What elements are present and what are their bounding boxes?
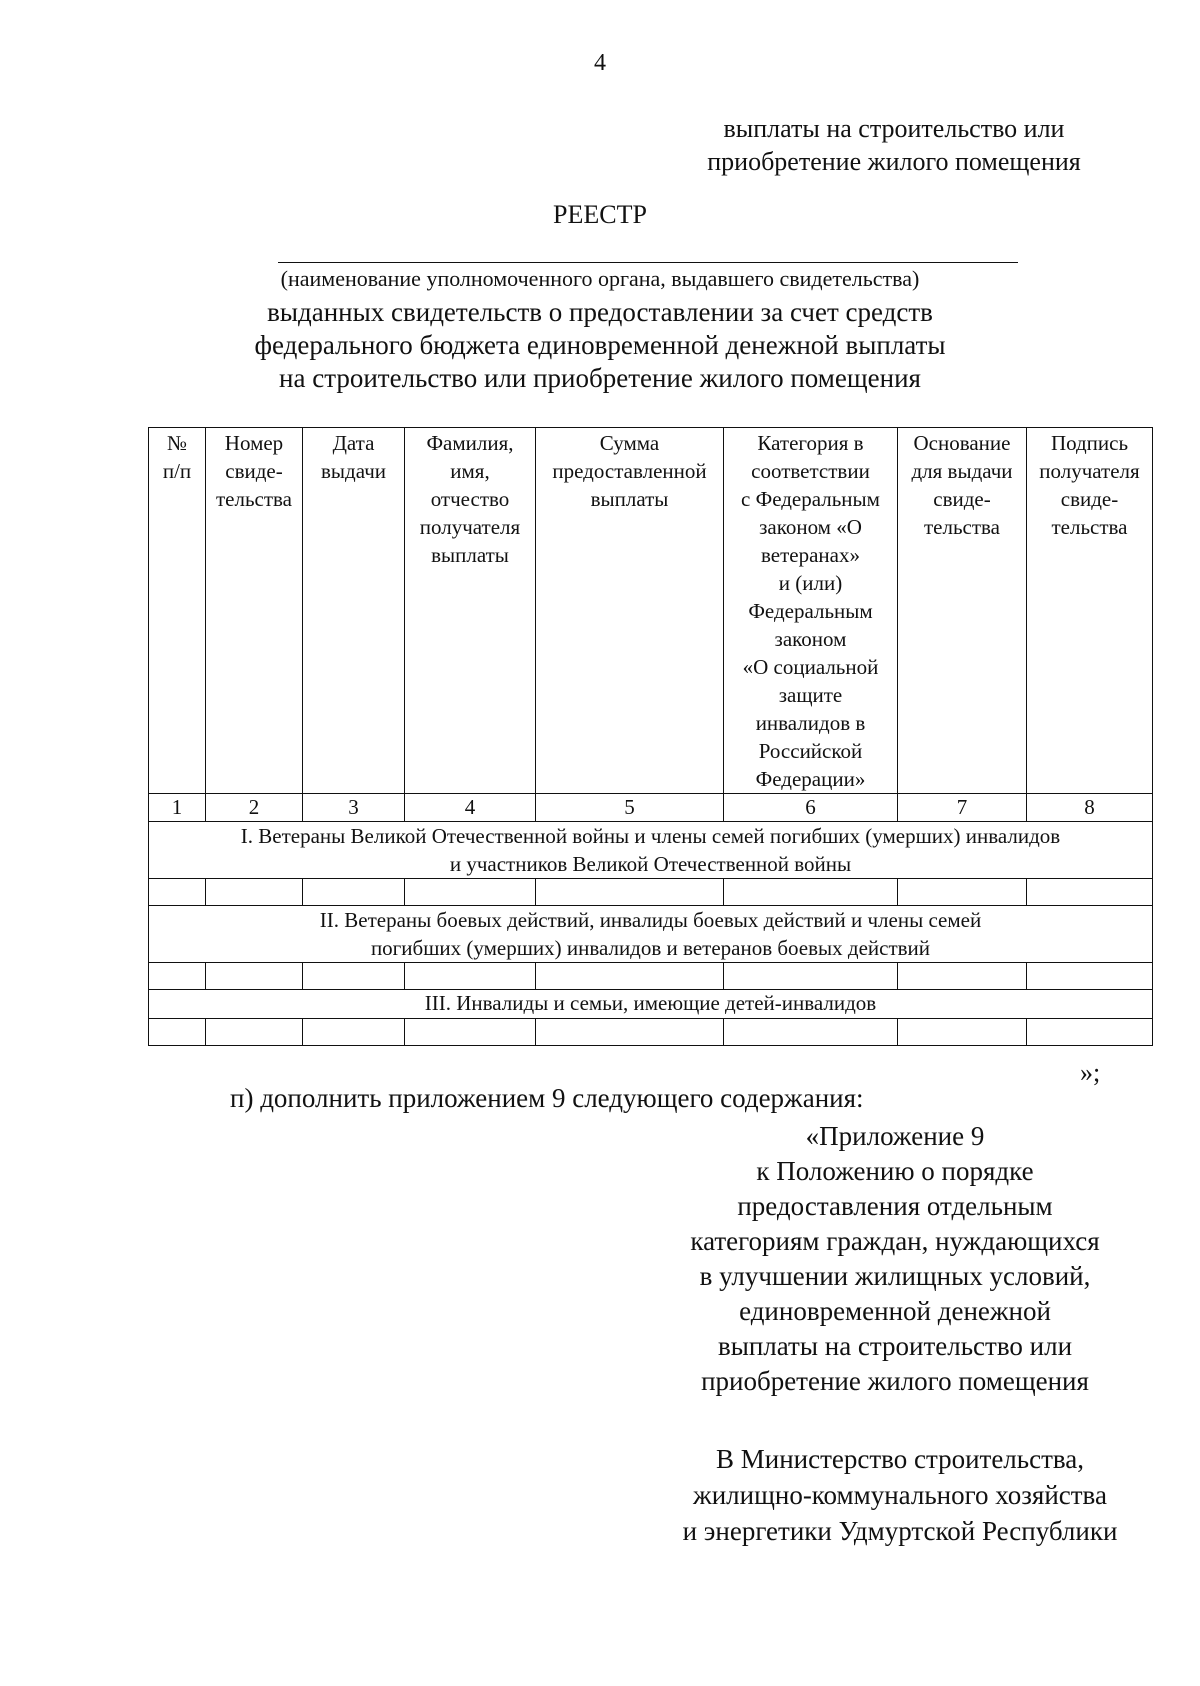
register-heading	[0, 296, 1200, 395]
column-number: 4	[405, 794, 536, 822]
header-cell-category: Категория в соответствии с Федеральным законом «О ветеранах» и (или) Федеральным законом «О социальной защите инвалидов в Российской Федерации»	[724, 428, 898, 794]
org-caption: (наименование уполномоченного органа, выдавшего свидетельства)	[280, 266, 920, 291]
header-cell-basis: Основание для выдачи свиде- тельства	[898, 428, 1027, 794]
column-number: 5	[536, 794, 724, 822]
heading-line: выданных свидетельств о предоставлении за счет средств	[267, 297, 933, 327]
appendix9-header	[660, 1119, 1130, 1399]
table-cell	[149, 1019, 206, 1046]
appendix9-line: единовременной денежной	[739, 1296, 1051, 1326]
table-cell	[303, 1019, 405, 1046]
header-cell-recipient-name: Фамилия, имя, отчество получателя выплаты	[405, 428, 536, 794]
table-cell	[724, 879, 898, 906]
table-cell	[405, 963, 536, 990]
table-cell	[1027, 963, 1153, 990]
appendix9-line: «Приложение 9	[805, 1121, 985, 1151]
table-cell	[206, 1019, 303, 1046]
table-cell	[724, 963, 898, 990]
table-cell	[303, 963, 405, 990]
header-row	[149, 428, 1153, 794]
appendix-tail-line: приобретение жилого помещения	[707, 147, 1081, 176]
table-row	[149, 1019, 1153, 1046]
header-cell-payment-amount: Сумма предоставленной выплаты	[536, 428, 724, 794]
table-cell	[536, 879, 724, 906]
table-cell	[149, 879, 206, 906]
table-row	[149, 879, 1153, 906]
table-cell	[405, 1019, 536, 1046]
table-cell	[536, 963, 724, 990]
appendix9-line: категориям граждан, нуждающихся	[690, 1226, 1100, 1256]
table-cell	[149, 963, 206, 990]
appendix9-line: предоставления отдельным	[737, 1191, 1053, 1221]
column-number: 3	[303, 794, 405, 822]
section-row-3	[149, 990, 1153, 1019]
heading-line: федерального бюджета единовременной денежной выплаты	[254, 330, 946, 360]
header-cell-number: № п/п	[149, 428, 206, 794]
addressee-line: В Министерство строительства,	[715, 1444, 1085, 1474]
heading-line: на строительство или приобретение жилого помещения	[279, 363, 921, 393]
table-cell	[898, 1019, 1027, 1046]
table-cell	[405, 879, 536, 906]
column-number: 8	[1027, 794, 1153, 822]
table-cell	[898, 963, 1027, 990]
table-cell	[206, 879, 303, 906]
section-heading-1: I. Ветераны Великой Отечественной войны и члены семей погибших (умерших) инвалидов и участников Великой Отечественной войны	[149, 822, 1153, 879]
addressee-line: и энергетики Удмуртской Республики	[682, 1516, 1118, 1546]
header-cell-issue-date: Дата выдачи	[303, 428, 405, 794]
register-title: РЕЕСТР	[553, 200, 647, 229]
table-cell	[898, 879, 1027, 906]
table-cell	[303, 879, 405, 906]
table-cell	[1027, 1019, 1153, 1046]
table-cell	[1027, 879, 1153, 906]
column-number-row	[149, 794, 1153, 822]
appendix9-line: в улучшении жилищных условий,	[699, 1261, 1091, 1291]
page-number: 4	[594, 50, 606, 76]
section-heading-3: III. Инвалиды и семьи, имеющие детей-инвалидов	[149, 990, 1153, 1019]
close-quote: »;	[1080, 1058, 1101, 1087]
table-cell	[206, 963, 303, 990]
table-cell	[724, 1019, 898, 1046]
column-number: 7	[898, 794, 1027, 822]
column-number: 1	[149, 794, 206, 822]
section-row-2	[149, 906, 1153, 963]
table-row	[149, 963, 1153, 990]
appendix9-line: выплаты на строительство или	[717, 1331, 1073, 1361]
paragraph-n: п) дополнить приложением 9 следующего содержания:	[230, 1083, 864, 1113]
appendix9-line: приобретение жилого помещения	[701, 1366, 1089, 1396]
addressee-line: жилищно-коммунального хозяйства	[693, 1480, 1107, 1510]
table-cell	[536, 1019, 724, 1046]
header-cell-signature: Подпись получателя свиде- тельства	[1027, 428, 1153, 794]
column-number: 2	[206, 794, 303, 822]
section-heading-2: II. Ветераны боевых действий, инвалиды боевых действий и члены семей погибших (умерших) инвалидов и ветеранов боевых действий	[149, 906, 1153, 963]
addressee	[650, 1441, 1150, 1549]
appendix-tail-line: выплаты на строительство или	[723, 114, 1065, 143]
appendix-tail	[672, 112, 1116, 178]
column-number: 6	[724, 794, 898, 822]
section-row-1	[149, 822, 1153, 879]
header-cell-certificate-number: Номер свиде- тельства	[206, 428, 303, 794]
appendix9-line: к Положению о порядке	[756, 1156, 1034, 1186]
register-table	[148, 427, 1153, 1046]
org-name-line	[278, 262, 1018, 263]
